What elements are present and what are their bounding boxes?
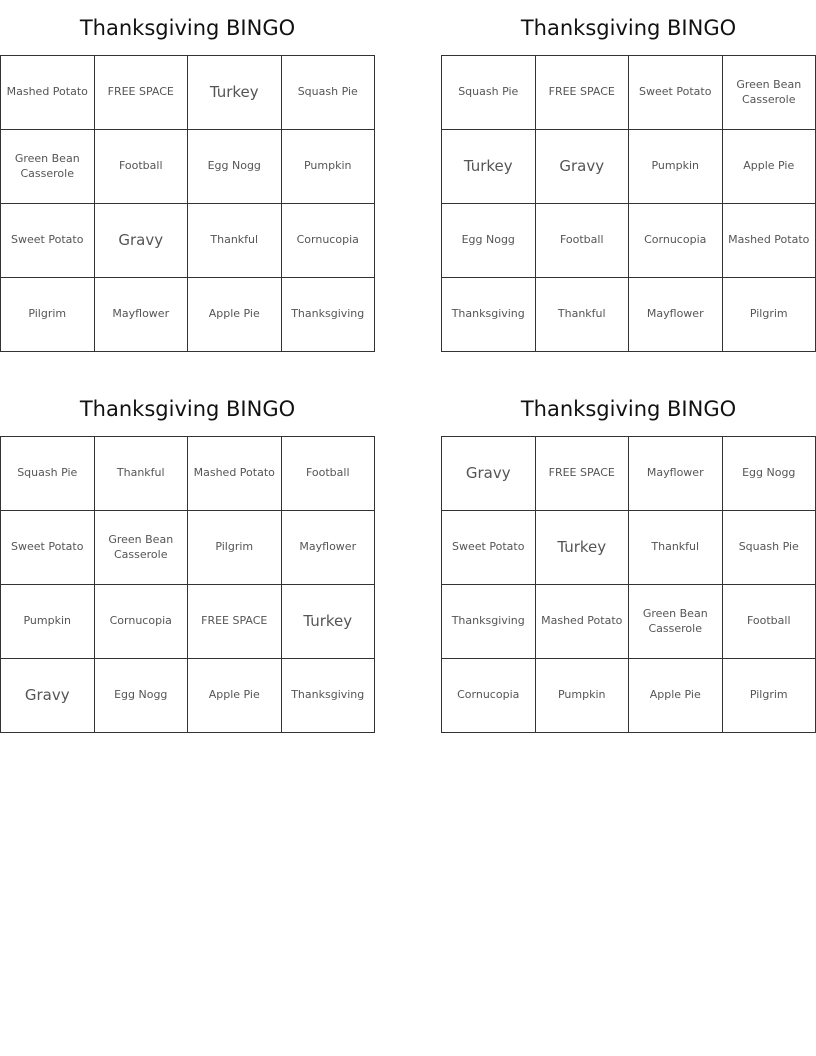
bingo-cell: Turkey: [188, 56, 282, 130]
bingo-cell: Football: [535, 204, 629, 278]
bingo-cell: Pilgrim: [188, 511, 282, 585]
bingo-cell: Green Bean Casserole: [629, 585, 723, 659]
bingo-cell: Green Bean Casserole: [722, 56, 816, 130]
bingo-cell: Thankful: [94, 437, 188, 511]
bingo-cell: Sweet Potato: [629, 56, 723, 130]
bingo-cell: Squash Pie: [281, 56, 375, 130]
bingo-cell: Thanksgiving: [281, 659, 375, 733]
bingo-cell: Gravy: [442, 437, 536, 511]
bingo-cell: Turkey: [535, 511, 629, 585]
bingo-cell: Squash Pie: [722, 511, 816, 585]
bingo-cell: FREE SPACE: [188, 585, 282, 659]
bingo-card-2: [441, 0, 816, 352]
bingo-cell: Apple Pie: [188, 659, 282, 733]
bingo-cell: Gravy: [1, 659, 95, 733]
bingo-card-3: [0, 381, 375, 733]
bingo-cell: Gravy: [535, 130, 629, 204]
bingo-cell: Thankful: [535, 278, 629, 352]
bingo-cell: Mashed Potato: [188, 437, 282, 511]
bingo-cell: Mayflower: [281, 511, 375, 585]
bingo-cell: Sweet Potato: [442, 511, 536, 585]
bingo-cell: Green Bean Casserole: [1, 130, 95, 204]
bingo-cell: Pumpkin: [629, 130, 723, 204]
bingo-cell: Cornucopia: [629, 204, 723, 278]
bingo-cell: Pilgrim: [1, 278, 95, 352]
bingo-cell: FREE SPACE: [94, 56, 188, 130]
bingo-cell: Football: [281, 437, 375, 511]
bingo-cell: Green Bean Casserole: [94, 511, 188, 585]
bingo-cell: Gravy: [94, 204, 188, 278]
bingo-grid: [0, 436, 375, 733]
bingo-cell: Cornucopia: [442, 659, 536, 733]
bingo-card-1: [0, 0, 375, 352]
bingo-cell: Apple Pie: [629, 659, 723, 733]
card-title: Thanksgiving BINGO: [520, 15, 737, 40]
bingo-cell: Cornucopia: [94, 585, 188, 659]
bingo-cell: Egg Nogg: [442, 204, 536, 278]
bingo-cell: Thanksgiving: [281, 278, 375, 352]
bingo-cell: Squash Pie: [1, 437, 95, 511]
bingo-cell: Apple Pie: [722, 130, 816, 204]
bingo-card-4: [441, 381, 816, 733]
bingo-cell: Pumpkin: [281, 130, 375, 204]
bingo-cell: Apple Pie: [188, 278, 282, 352]
bingo-cell: Egg Nogg: [94, 659, 188, 733]
bingo-cell: Cornucopia: [281, 204, 375, 278]
card-title: Thanksgiving BINGO: [520, 396, 737, 421]
bingo-cell: Pilgrim: [722, 659, 816, 733]
bingo-cell: Thankful: [629, 511, 723, 585]
bingo-cell: Mashed Potato: [535, 585, 629, 659]
bingo-cell: FREE SPACE: [535, 437, 629, 511]
bingo-cell: Squash Pie: [442, 56, 536, 130]
bingo-cell: Thanksgiving: [442, 585, 536, 659]
card-title: Thanksgiving BINGO: [79, 15, 296, 40]
bingo-cell: FREE SPACE: [535, 56, 629, 130]
bingo-grid: [0, 55, 375, 352]
bingo-cell: Sweet Potato: [1, 511, 95, 585]
bingo-cell: Pilgrim: [722, 278, 816, 352]
bingo-cell: Sweet Potato: [1, 204, 95, 278]
bingo-cell: Mayflower: [94, 278, 188, 352]
bingo-cell: Mayflower: [629, 437, 723, 511]
card-title: Thanksgiving BINGO: [79, 396, 296, 421]
bingo-cell: Football: [94, 130, 188, 204]
bingo-cell: Football: [722, 585, 816, 659]
bingo-cell: Pumpkin: [535, 659, 629, 733]
bingo-cell: Mayflower: [629, 278, 723, 352]
bingo-cell: Turkey: [281, 585, 375, 659]
bingo-grid: [441, 55, 816, 352]
bingo-cell: Egg Nogg: [188, 130, 282, 204]
bingo-cell: Mashed Potato: [1, 56, 95, 130]
bingo-cell: Thankful: [188, 204, 282, 278]
bingo-cell: Turkey: [442, 130, 536, 204]
bingo-cell: Mashed Potato: [722, 204, 816, 278]
bingo-grid: [441, 436, 816, 733]
bingo-cell: Thanksgiving: [442, 278, 536, 352]
bingo-cell: Egg Nogg: [722, 437, 816, 511]
bingo-cell: Pumpkin: [1, 585, 95, 659]
